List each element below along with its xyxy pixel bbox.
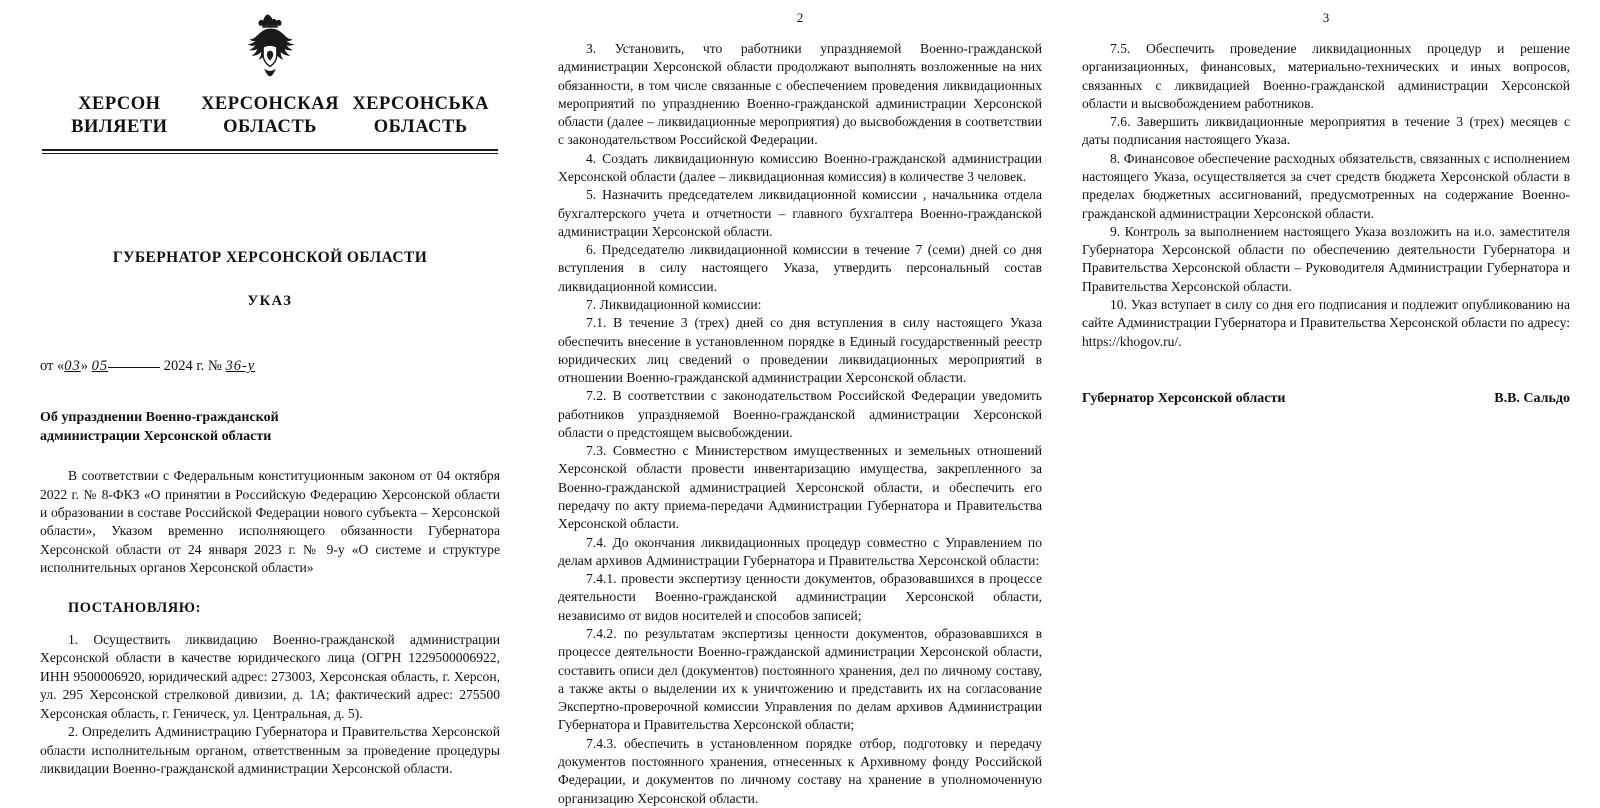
date-number: 36-у	[225, 358, 256, 375]
signature-name: В.В. Сальдо	[1494, 390, 1570, 406]
page-number-3: 3	[1322, 10, 1330, 25]
region-title-3-line1: ХЕРСОНСЬКА	[352, 94, 490, 114]
decree-items-column-1	[40, 631, 500, 779]
region-title-1-line1: ХЕРСОН	[78, 94, 161, 114]
decree-item-7-2: 7.2. В соответствии с законодательством Российской Федерации уведомить работников упраздняемой Военно-гражданской администрации Херсонской области о предстоящем высвобождении.	[558, 388, 1042, 440]
decree-item-3: 3. Установить, что работники упраздняемой Военно-гражданской администрации Херсонской области продолжают выполнять возложенные на них обязанности, в том числе связанные с обеспечением проведения ликвидационных мероприятий по упразднению Военно-гражданской администрации Херсонской области (далее – ликвидационные мероприятия) до высвобождения в соответствии с законодательством Российской Федерации.	[558, 41, 1042, 148]
emblem-container	[40, 14, 500, 91]
decree-item-7: 7. Ликвидационной комиссии:	[586, 296, 762, 312]
preamble-text: В соответствии с Федеральным конституционным законом от 04 октября 2022 г. № 8-ФКЗ «О принятии в Российскую Федерацию Херсонской области и образовании в составе Российской Федерации нового субъекта – Херсонской области», Указом временно исполняющего обязанности Губернатора Херсонской области от 24 января 2023 г. № 9-у «О системе и структуре исполнительных органов Херсонской области»	[40, 468, 500, 576]
decree-item-4: 4. Создать ликвидационную комиссию Военно-гражданской администрации Херсонской области (далее – ликвидационная комиссия) в количестве 3 человек.	[558, 150, 1042, 184]
preamble	[40, 467, 500, 578]
signature-title: Губернатор Херсонской области	[1082, 390, 1286, 406]
region-titles	[40, 93, 500, 139]
decree-item-7-5: 7.5. Обеспечить проведение ликвидационных процедур и решение организационных, финансовых, материально-технических и иных вопросов, связанных с ликвидацией Военно-гражданской администрации Херсонской области и высвобождением работников.	[1082, 41, 1570, 111]
decree-item-1: 1. Осуществить ликвидацию Военно-гражданской администрации Херсонской области в качестве юридического лица (ОГРН 1229500006922, ИНН 9500006920, юридический адрес: 273003, Херсонская область, г. Херсон, ул. 295 Херсонской стрелковой дивизии, д. 1А; фактический адрес: 275500 Херсонская область, г. Геническ, ул. Центральная, д. 5).	[40, 631, 500, 721]
decree-header-column	[0, 0, 540, 777]
decree-item-7-4-1: 7.4.1. провести экспертизу ценности документов, образовавшихся в процессе деятельности Военно-гражданской администрации Херсонской области, независимо от видов носителей и способов записей;	[558, 571, 1042, 623]
date-blank-line	[108, 367, 160, 368]
decree-items-column-2	[558, 40, 1042, 808]
decree-item-7-4: 7.4. До окончания ликвидационных процедур совместно с Управлением по делам архивов Администрации Губернатора и Правительства Херсонской области:	[558, 534, 1042, 568]
decree-date-line: от «03» 05 2024 г. № 36-у	[40, 358, 256, 375]
region-title-crimean-tatar	[44, 93, 195, 139]
date-day: 03	[64, 358, 81, 375]
region-title-russian	[195, 93, 346, 139]
decree-item-9: 9. Контроль за выполнением настоящего Указа возложить на и.о. заместителя Губернатора Херсонской области по обеспечению деятельности Губернатора и Правительства Херсонской области – Руководителя Администрации Губернатора и Правительства Херсонской области.	[1082, 223, 1570, 294]
region-title-1-line2: ВИЛЯЕТИ	[71, 117, 168, 138]
russian-coat-of-arms-icon	[238, 14, 302, 86]
page-title: ГУБЕРНАТОР ХЕРСОНСКОЙ ОБЛАСТИ	[112, 249, 428, 267]
resolve-word: ПОСТАНОВЛЯЮ:	[68, 599, 201, 616]
decree-item-7-6: 7.6. Завершить ликвидационные мероприятия в течение 3 (трех) месяцев с даты подписания настоящего Указа.	[1082, 114, 1570, 148]
region-title-3-line2: ОБЛАСТЬ	[373, 117, 468, 138]
decree-item-7-3: 7.3. Совместно с Министерством имущественных и земельных отношений Херсонской области провести инвентаризацию имущества, закрепленного за Военно-гражданской администрацией Херсонской области, и обеспечить его передачу по акту приема-передачи Администрации Губернатора и Правительства Херсонской области.	[558, 443, 1042, 532]
decree-item-7-4-2: 7.4.2. по результатам экспертизы ценности документов, образовавшихся в процессе деятельности Военно-гражданской администрации Херсонской области, составить описи дел (документов) постоянного хранения, дел по личному составу, а также акты о выделении их к уничтожению и представить их на согласование Экспертно-проверочной комиссии Управления по делам архивов Администрации Губернатора и Правительства Херсонской области;	[558, 626, 1042, 733]
region-title-2-line2: ОБЛАСТЬ	[223, 117, 317, 138]
decree-item-7-4-3: 7.4.3. обеспечить в установленном порядке отбор, подготовку и передачу документов постоянного хранения, отнесенных к Архивному фонду Российской Федерации, и документов по личному составу на хранение в уполномоченную организацию Херсонской области.	[558, 735, 1042, 806]
decree-page-2-column	[540, 0, 1060, 806]
decree-item-8: 8. Финансовое обеспечение расходных обязательств, связанных с исполнением настоящего Указа, осуществляется за счет средств бюджета Херсонской области в пределах бюджетных ассигнований, предусмотренных на содержание Военно-гражданской администрации Херсонской области.	[1082, 150, 1570, 221]
decree-subject: Об упразднении Военно-гражданской администрации Херсонской области	[40, 410, 279, 445]
signature-block	[1082, 391, 1570, 407]
date-prefix: от «	[40, 358, 65, 375]
date-month: 05	[91, 358, 109, 375]
decree-word: УКАЗ	[247, 293, 293, 310]
page-number-2: 2	[796, 10, 804, 25]
decree-items-column-3	[1082, 40, 1570, 351]
date-year: 2024 г. №	[163, 358, 222, 375]
decree-item-6: 6. Председателю ликвидационной комиссии в течение 7 (семи) дней со дня вступления в силу настоящего Указа, утвердить персональный состав ликвидационной комиссии.	[558, 242, 1042, 294]
region-title-2-line1: ХЕРСОНСКАЯ	[201, 94, 339, 114]
region-title-ukrainian	[345, 93, 496, 139]
decree-page-3-column	[1060, 0, 1600, 760]
decree-item-2: 2. Определить Администрацию Губернатора и Правительства Херсонской области исполнительным органом, ответственным за проведение процедуры ликвидации Военно-гражданской администрации Херсонской области.	[40, 724, 500, 777]
header-divider-thick	[42, 149, 498, 151]
decree-item-7-1: 7.1. В течение 3 (трех) дней со дня вступления в силу настоящего Указа обеспечить внесение в установленном порядке в Единый государственный реестр юридических лиц сведений о проведении ликвидационных мероприятий в отношении Военно-гражданской администрации Херсонской области.	[558, 315, 1042, 386]
decree-item-10: 10. Указ вступает в силу со дня его подписания и подлежит опубликованию на сайте Администрации Губернатора и Правительства Херсонской области по адресу: https://khogov.ru/.	[1082, 296, 1570, 349]
header-divider-thin	[42, 153, 498, 154]
decree-item-5: 5. Назначить председателем ликвидационной комиссии , начальника отдела бухгалтерского учета и отчетности – главного бухгалтера Военно-гражданской администрации Херсонской области.	[558, 187, 1042, 239]
